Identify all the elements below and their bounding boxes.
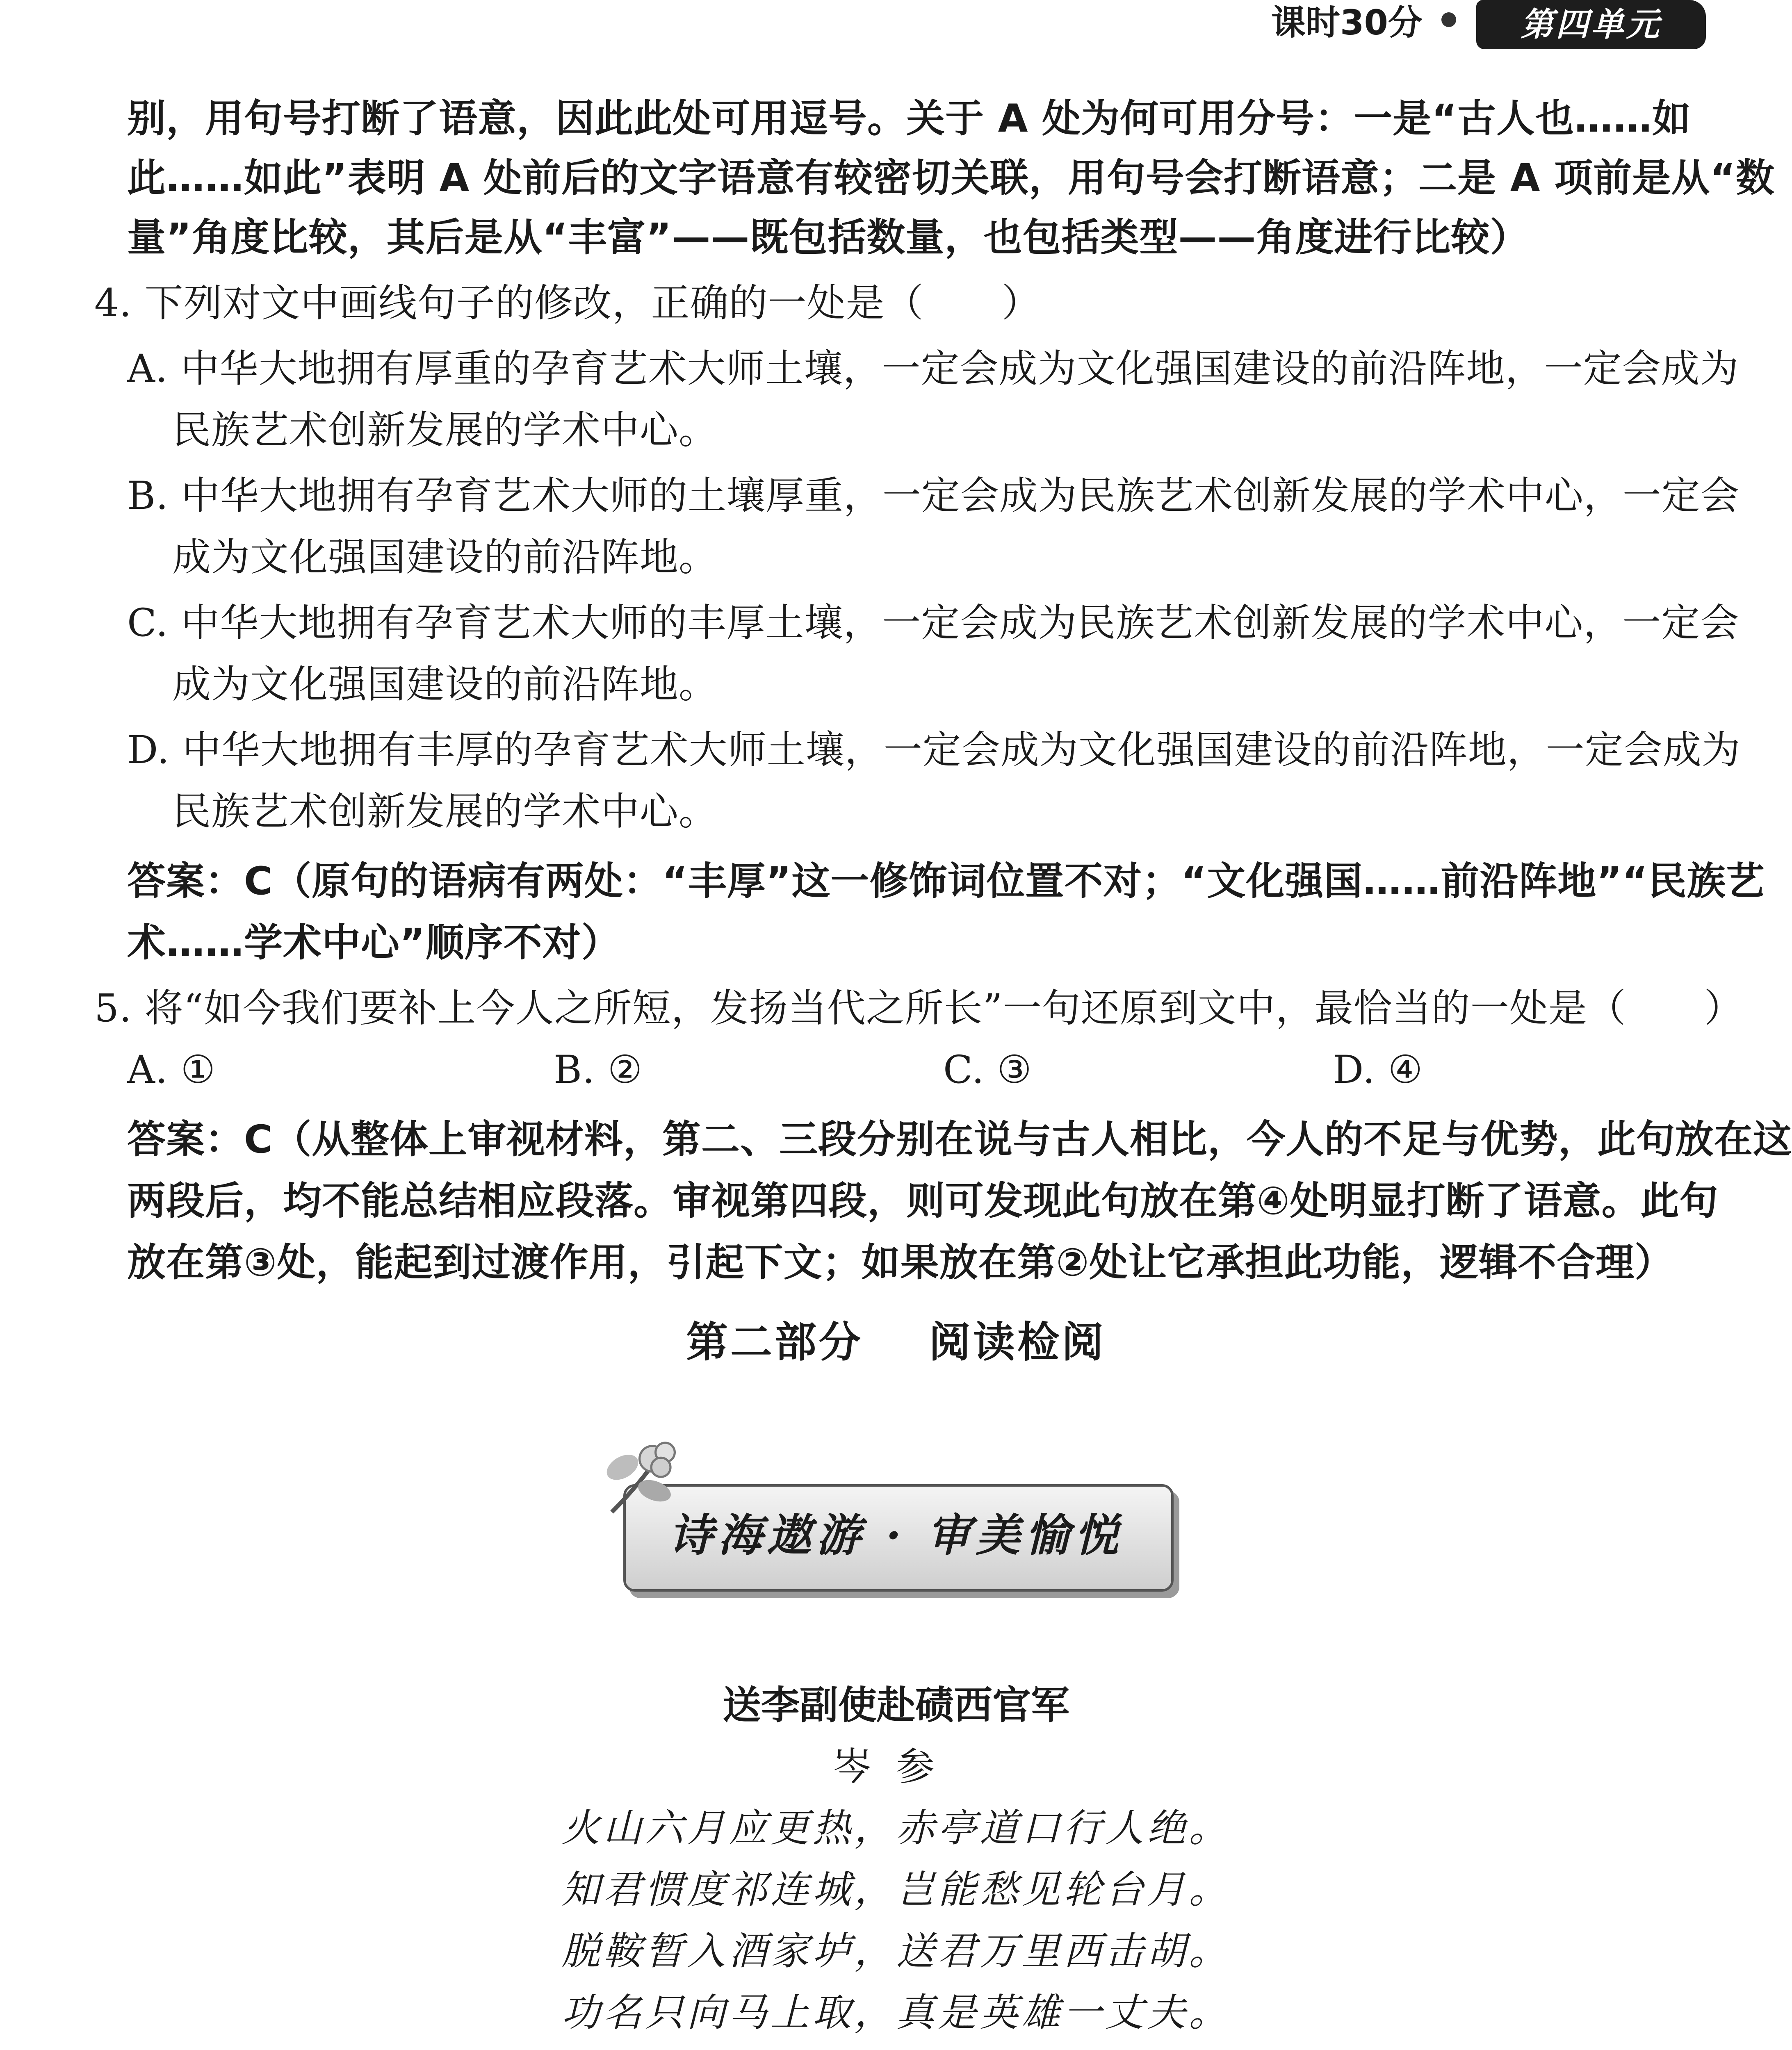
q4-option-b-line-2: 成为文化强国建设的前沿阵地。	[172, 535, 718, 580]
q4-option-c-line-2: 成为文化强国建设的前沿阵地。	[172, 662, 718, 707]
q4-option-c-line-1: C. 中华大地拥有孕育艺术大师的丰厚土壤，一定会成为民族艺术创新发展的学术中心，一定会	[127, 601, 1740, 645]
q4-stem: 4. 下列对文中画线句子的修改，正确的一处是（ ）	[94, 281, 1041, 326]
header-bullet-icon	[1441, 12, 1456, 27]
q5-option-a: A. ①	[127, 1048, 216, 1092]
q3-answer-line-1: 别，用句号打断了语意，因此此处可用逗号。关于 A 处为何可用分号：一是“古人也……如	[127, 96, 1691, 141]
poem-line-3: 脱鞍暂入酒家垆，送君万里西击胡。	[561, 1929, 1231, 1974]
q4-option-d-line-1: D. 中华大地拥有丰厚的孕育艺术大师土壤，一定会成为文化强国建设的前沿阵地，一定会成为	[127, 728, 1741, 772]
q4-option-b-line-1: B. 中华大地拥有孕育艺术大师的土壤厚重，一定会成为民族艺术创新发展的学术中心，一定会	[127, 474, 1740, 518]
reading-banner-label: 诗海遨游 · 审美愉悦	[668, 1510, 1124, 1561]
header-course-label: 课时30分	[1271, 2, 1423, 43]
q5-stem: 5. 将“如今我们要补上今人之所短，发扬当代之所长”一句还原到文中，最恰当的一处是（ ）	[94, 986, 1743, 1031]
q4-option-a-line-2: 民族艺术创新发展的学术中心。	[172, 408, 718, 453]
q5-option-c: C. ③	[943, 1048, 1032, 1092]
q5-option-d: D. ④	[1333, 1048, 1423, 1092]
poem-line-4: 功名只向马上取，真是英雄一丈夫。	[561, 1991, 1231, 2035]
q4-option-d-line-2: 民族艺术创新发展的学术中心。	[172, 789, 718, 834]
q3-answer-line-2: 此……如此”表明 A 处前后的文字语意有较密切关联，用句号会打断语意；二是 A 项前是从“数	[127, 156, 1775, 200]
q4-answer-line-2: 术……学术中心”顺序不对）	[127, 920, 620, 965]
header-unit-badge: 第四单元	[1476, 0, 1706, 49]
q4-answer-line-1: 答案：C（原句的语病有两处：“丰厚”这一修饰词位置不对；“文化强国……前沿阵地”“民族艺	[127, 859, 1765, 904]
section-title	[0, 1316, 1792, 1369]
q4-option-a-line-1: A. 中华大地拥有厚重的孕育艺术大师土壤，一定会成为文化强国建设的前沿阵地，一定会成为	[127, 346, 1739, 391]
poem-title: 送李副使赴碛西官军	[722, 1683, 1069, 1728]
section-title-part: 第二部分	[686, 1318, 863, 1367]
poem-line-1: 火山六月应更热，赤亭道口行人绝。	[561, 1806, 1231, 1851]
poem-line-2: 知君惯度祁连城，岂能愁见轮台月。	[561, 1868, 1231, 1912]
q5-answer-line-3: 放在第③处，能起到过渡作用，引起下文；如果放在第②处让它承担此功能，逻辑不合理）	[127, 1240, 1674, 1285]
poem-author: 岑参	[832, 1745, 959, 1789]
q5-answer-line-2: 两段后，均不能总结相应段落。审视第四段，则可发现此句放在第④处明显打断了语意。此句	[127, 1179, 1719, 1223]
section-title-name: 阅读检阅	[929, 1318, 1106, 1367]
q5-option-b: B. ②	[554, 1048, 643, 1092]
q3-answer-line-3: 量”角度比较，其后是从“丰富”——既包括数量，也包括类型——角度进行比较）	[127, 215, 1529, 260]
q5-answer-line-1: 答案：C（从整体上审视材料，第二、三段分别在说与古人相比，今人的不足与优势，此句放在这	[127, 1117, 1792, 1162]
